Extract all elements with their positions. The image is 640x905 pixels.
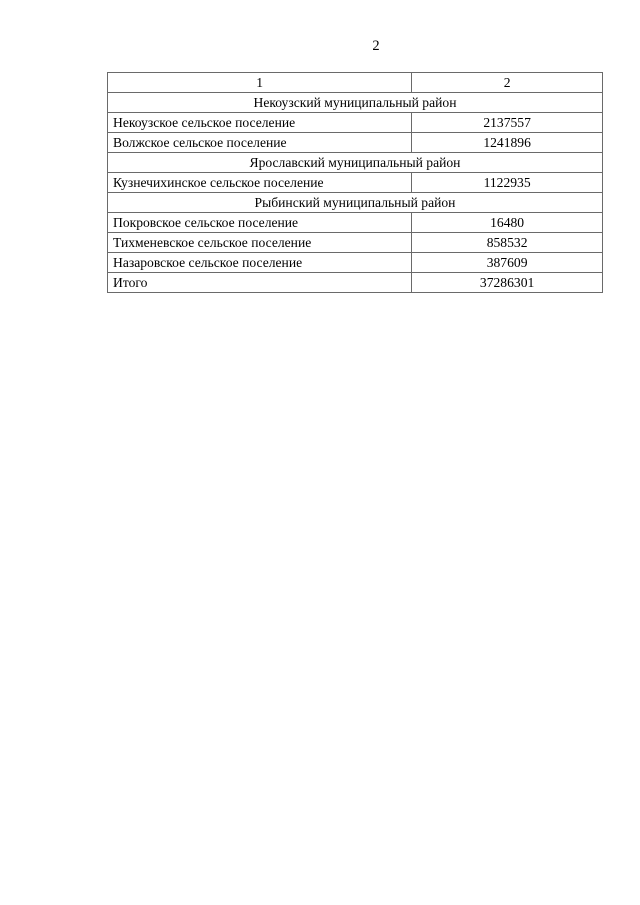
table-header-row: [108, 73, 603, 93]
settlement-name: Некоузское сельское поселение: [108, 113, 412, 133]
district-heading-rybinsk: Рыбинский муниципальный район: [108, 193, 603, 213]
settlement-value: 858532: [412, 233, 603, 253]
settlement-value: 2137557: [412, 113, 603, 133]
settlement-name: Волжское сельское поселение: [108, 133, 412, 153]
district-row: [108, 153, 603, 173]
settlement-name: Назаровское сельское поселение: [108, 253, 412, 273]
table-row: [108, 173, 603, 193]
district-heading-yaroslavl: Ярославский муниципальный район: [108, 153, 603, 173]
total-label: Итого: [108, 273, 412, 293]
table-row: [108, 213, 603, 233]
total-value: 37286301: [412, 273, 603, 293]
total-row: [108, 273, 603, 293]
table-row: [108, 233, 603, 253]
settlement-name: Покровское сельское поселение: [108, 213, 412, 233]
table-row: [108, 253, 603, 273]
allocation-table: [107, 72, 603, 293]
district-row: [108, 193, 603, 213]
settlement-value: 16480: [412, 213, 603, 233]
district-heading-nekouz: Некоузский муниципальный район: [108, 93, 603, 113]
column-header-1: 1: [108, 73, 412, 93]
settlement-value: 387609: [412, 253, 603, 273]
table-row: [108, 113, 603, 133]
table-row: [108, 133, 603, 153]
settlement-value: 1122935: [412, 173, 603, 193]
page-number: 2: [372, 38, 380, 54]
settlement-value: 1241896: [412, 133, 603, 153]
district-row: [108, 93, 603, 113]
column-header-2: 2: [412, 73, 603, 93]
settlement-name: Тихменевское сельское поселение: [108, 233, 412, 253]
settlement-name: Кузнечихинское сельское поселение: [108, 173, 412, 193]
